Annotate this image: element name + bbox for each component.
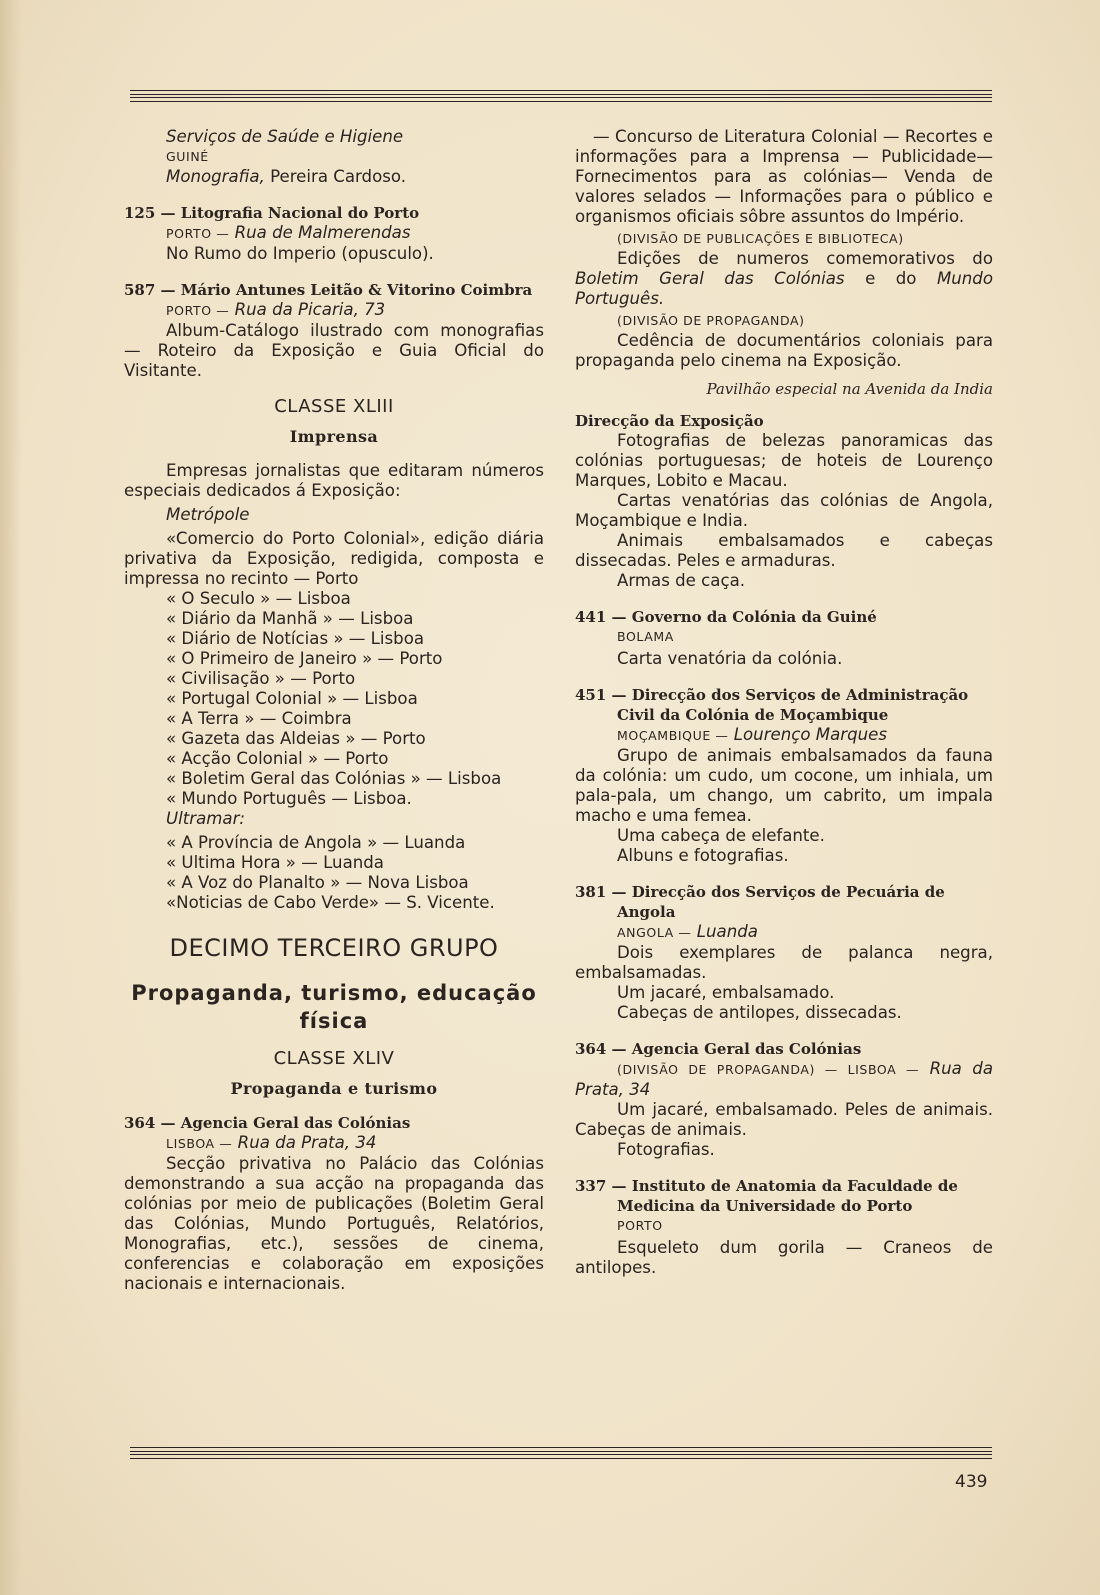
paragraph: Edições de numeros comemorativos do Boletim Geral das Colónias e do Mundo Português.: [575, 249, 993, 308]
paragraph: — Concurso de Literatura Colonial — Recortes e informações para a Imprensa — Publicidade—Fornecimentos para as colónias— Venda de valores selados — Informações para o público e organismos oficiais sôbre assuntos do Império.: [575, 127, 993, 226]
entry-heading: 364 — Agencia Geral das Colónias: [124, 1114, 411, 1132]
entry-text: Secção privativa no Palácio das Colónias demonstrando a sua acção na propaganda das colónias por meio de publicações (Boletim Geral das Colónias, Mundo Português, Relatórios, Monografias, etc.), sessões de cinema, conferencias e colaboração em exposições nacionais e internacionais.: [124, 1154, 544, 1293]
pavilion-note: Pavilhão especial na Avenida da India: [706, 380, 993, 398]
entry-text: Fotografias de belezas panoramicas das colónias portuguesas; de hoteis de Lourenço Marques, Lobito e Macau.: [575, 431, 993, 490]
list-item: « Mundo Português — Lisboa.: [166, 789, 412, 808]
list-item: «Noticias de Cabo Verde» — S. Vicente.: [166, 893, 495, 912]
entry-text: Animais embalsamados e cabeças dissecadas. Peles e armaduras.: [575, 531, 993, 570]
list-item: « Boletim Geral das Colónias » — Lisboa: [166, 769, 502, 788]
entry-text: Albuns e fotografias.: [617, 846, 789, 865]
list-item: « Diário de Notícias » — Lisboa: [166, 629, 425, 648]
class-heading: CLASSE XLIII: [274, 396, 394, 417]
list-item: « Ultima Hora » — Luanda: [166, 853, 384, 872]
entry-text: Uma cabeça de elefante.: [617, 826, 825, 845]
division-label: (DIVISÃO DE PROPAGANDA): [617, 313, 805, 328]
list-item: « Civilisação » — Porto: [166, 669, 356, 688]
list-item: « Portugal Colonial » — Lisboa: [166, 689, 418, 708]
entry-text: Cartas venatórias das colónias de Angola, Moçambique e India.: [575, 491, 993, 530]
entry-location: LISBOA — Rua da Prata, 34: [166, 1133, 377, 1152]
entry-heading: 587 — Mário Antunes Leitão & Vitorino Coimbra: [124, 281, 533, 299]
entry-heading: 441 — Governo da Colónia da Guiné: [575, 608, 877, 626]
entry-text: Esqueleto dum gorila — Craneos de antilopes.: [575, 1238, 993, 1277]
entry-text: Um jacaré, embalsamado. Peles de animais. Cabeças de animais.: [575, 1100, 993, 1139]
entry-location: (DIVISÃO DE PROPAGANDA) — LISBOA — Rua da Prata, 34: [575, 1059, 993, 1099]
group-heading: DECIMO TERCEIRO GRUPO: [169, 934, 499, 962]
entry-location: MOÇAMBIQUE — Lourenço Marques: [617, 725, 888, 744]
entry-heading: 337 — Instituto de Anatomia da Faculdade de Medicina da Universidade do Porto: [575, 1177, 958, 1215]
class-subtitle: Propaganda e turismo: [230, 1079, 438, 1098]
list-item: « O Seculo » — Lisboa: [166, 589, 351, 608]
list-item: « Gazeta das Aldeias » — Porto: [166, 729, 426, 748]
entry-text: No Rumo do Imperio (opusculo).: [166, 244, 434, 263]
entry-text: Grupo de animais embalsamados da fauna da colónia: um cudo, um cocone, um inhiala, um pala-pala, um chango, um cabrito, um impala macho e uma femea.: [575, 746, 993, 825]
entry-text: Armas de caça.: [617, 571, 746, 590]
right-column: [575, 127, 993, 1278]
paragraph: Cedência de documentários coloniais para propaganda pelo cinema na Exposição.: [575, 331, 993, 370]
entry-location: BOLAMA: [617, 629, 674, 644]
list-item: « A Voz do Planalto » — Nova Lisboa: [166, 873, 469, 892]
page-number: 439: [955, 1472, 988, 1492]
book-spine-shadow: [0, 0, 22, 1595]
entry-heading: 451 — Direcção dos Serviços de Administração Civil da Colónia de Moçambique: [575, 686, 969, 724]
entry-heading: 125 — Litografia Nacional do Porto: [124, 204, 420, 222]
entry-text: Dois exemplares de palanca negra, embalsamadas.: [575, 943, 993, 982]
entry-text: Fotografias.: [617, 1140, 715, 1159]
entry-location: PORTO: [617, 1218, 663, 1233]
list-item: « Diário da Manhã » — Lisboa: [166, 609, 414, 628]
entry-location: PORTO — Rua da Picaria, 73: [166, 300, 386, 319]
entry-text: Carta venatória da colónia.: [617, 649, 843, 668]
list-item: « A Terra » — Coimbra: [166, 709, 352, 728]
entry-heading: Direcção da Exposição: [575, 412, 764, 430]
list-item: « O Primeiro de Janeiro » — Porto: [166, 649, 443, 668]
subheading: Ultramar:: [166, 809, 245, 828]
entry-text: Cabeças de antilopes, dissecadas.: [617, 1003, 902, 1022]
entry-location: PORTO — Rua de Malmerendas: [166, 223, 411, 242]
entry-text: Monografia, Pereira Cardoso.: [166, 167, 407, 186]
subheading: Metrópole: [166, 505, 250, 524]
location-label: GUINÉ: [166, 149, 209, 164]
list-item: « A Província de Angola » — Luanda: [166, 833, 466, 852]
entry-location: ANGOLA — Luanda: [617, 922, 758, 941]
class-subtitle: Imprensa: [289, 427, 379, 446]
entry-heading: 364 — Agencia Geral das Colónias: [575, 1040, 862, 1058]
class-heading: CLASSE XLIV: [273, 1048, 395, 1069]
list-item: «Comercio do Porto Colonial», edição diária privativa da Exposição, redigida, composta e impressa no recinto — Porto: [124, 529, 544, 588]
section-title: Serviços de Saúde e Higiene: [166, 127, 404, 146]
entry-text: Um jacaré, embalsamado.: [617, 983, 835, 1002]
top-rule: [130, 90, 992, 104]
left-column: [124, 127, 544, 1294]
list-item: « Acção Colonial » — Porto: [166, 749, 389, 768]
bottom-rule: [130, 1447, 992, 1461]
group-subheading: Propaganda, turismo, educação física: [131, 981, 537, 1033]
paragraph: Empresas jornalistas que editaram números especiais dedicados á Exposição:: [124, 461, 544, 500]
division-label: (DIVISÃO DE PUBLICAÇÕES E BIBLIOTECA): [617, 231, 904, 246]
entry-heading: 381 — Direcção dos Serviços de Pecuária de Angola: [575, 883, 945, 921]
entry-text: Album-Catálogo ilustrado com monografias — Roteiro da Exposição e Guia Oficial do Visitante.: [124, 321, 544, 380]
